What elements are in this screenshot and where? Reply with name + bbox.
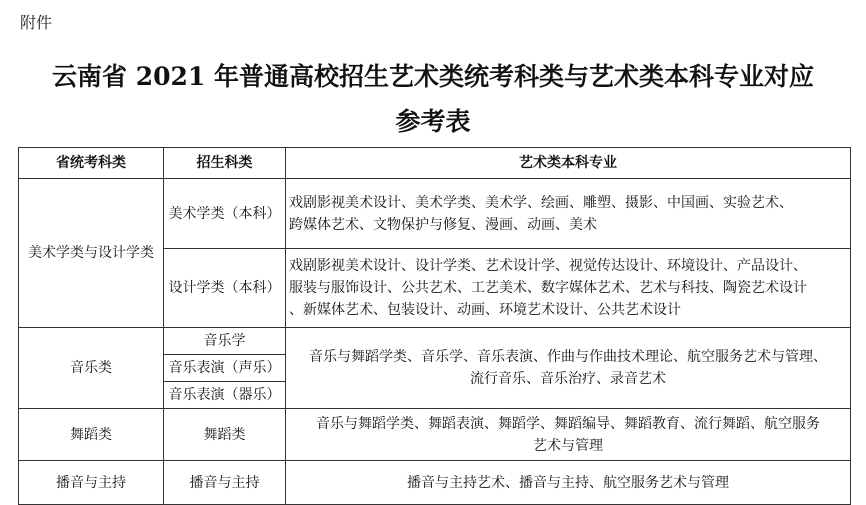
table-row [19,328,851,355]
table-row [19,409,851,461]
header-exam-category: 省统考科类 [19,148,164,179]
majors-line: 艺术与管理 [533,437,603,454]
document-title-line-1: 云南省 2021 年普通高校招生艺术类统考科类与艺术类本科专业对应 [52,62,814,91]
majors-line: 音乐与舞蹈学类、音乐学、音乐表演、作曲与作曲技术理论、航空服务艺术与管理、 [309,349,827,365]
table-header-row [19,148,851,179]
majors-line: 、新媒体艺术、包装设计、动画、环境艺术设计、公共艺术设计 [289,302,681,318]
document-title-line-2: 参考表 [395,107,471,136]
admission-category-cell: 音乐学 [164,328,286,355]
admission-category-cell: 设计学类（本科） [164,249,286,328]
majors-cell [286,179,851,249]
majors-line: 服装与服饰设计、公共艺术、工艺美术、数字媒体艺术、艺术与科技、陶瓷艺术设计 [289,280,807,296]
exam-category-cell: 美术学类与设计学类 [19,179,164,328]
majors-cell [286,461,851,505]
header-admission-category: 招生科类 [164,148,286,179]
attachment-label: 附件 [20,13,53,32]
majors-line: 戏剧影视美术设计、设计学类、艺术设计学、视觉传达设计、环境设计、产品设计、 [289,258,807,274]
mapping-table [18,147,851,505]
exam-category-cell: 舞蹈类 [19,409,164,461]
majors-line: 播音与主持艺术、播音与主持、航空服务艺术与管理 [407,474,729,491]
majors-line: 流行音乐、音乐治疗、录音艺术 [470,371,666,387]
majors-cell [286,249,851,328]
majors-line: 跨媒体艺术、文物保护与修复、漫画、动画、美术 [289,216,597,233]
admission-category-cell: 舞蹈类 [164,409,286,461]
header-majors: 艺术类本科专业 [286,148,851,179]
majors-line: 戏剧影视美术设计、美术学类、美术学、绘画、雕塑、摄影、中国画、实验艺术、 [289,194,793,211]
admission-category-cell: 音乐表演（器乐） [164,382,286,409]
majors-cell [286,409,851,461]
exam-category-cell: 播音与主持 [19,461,164,505]
admission-category-cell: 播音与主持 [164,461,286,505]
exam-category-cell: 音乐类 [19,328,164,409]
table-row [19,179,851,249]
majors-line: 音乐与舞蹈学类、舞蹈表演、舞蹈学、舞蹈编导、舞蹈教育、流行舞蹈、航空服务 [316,415,820,432]
admission-category-cell: 美术学类（本科） [164,179,286,249]
majors-cell [286,328,851,409]
table-row [19,461,851,505]
admission-category-cell: 音乐表演（声乐） [164,355,286,382]
